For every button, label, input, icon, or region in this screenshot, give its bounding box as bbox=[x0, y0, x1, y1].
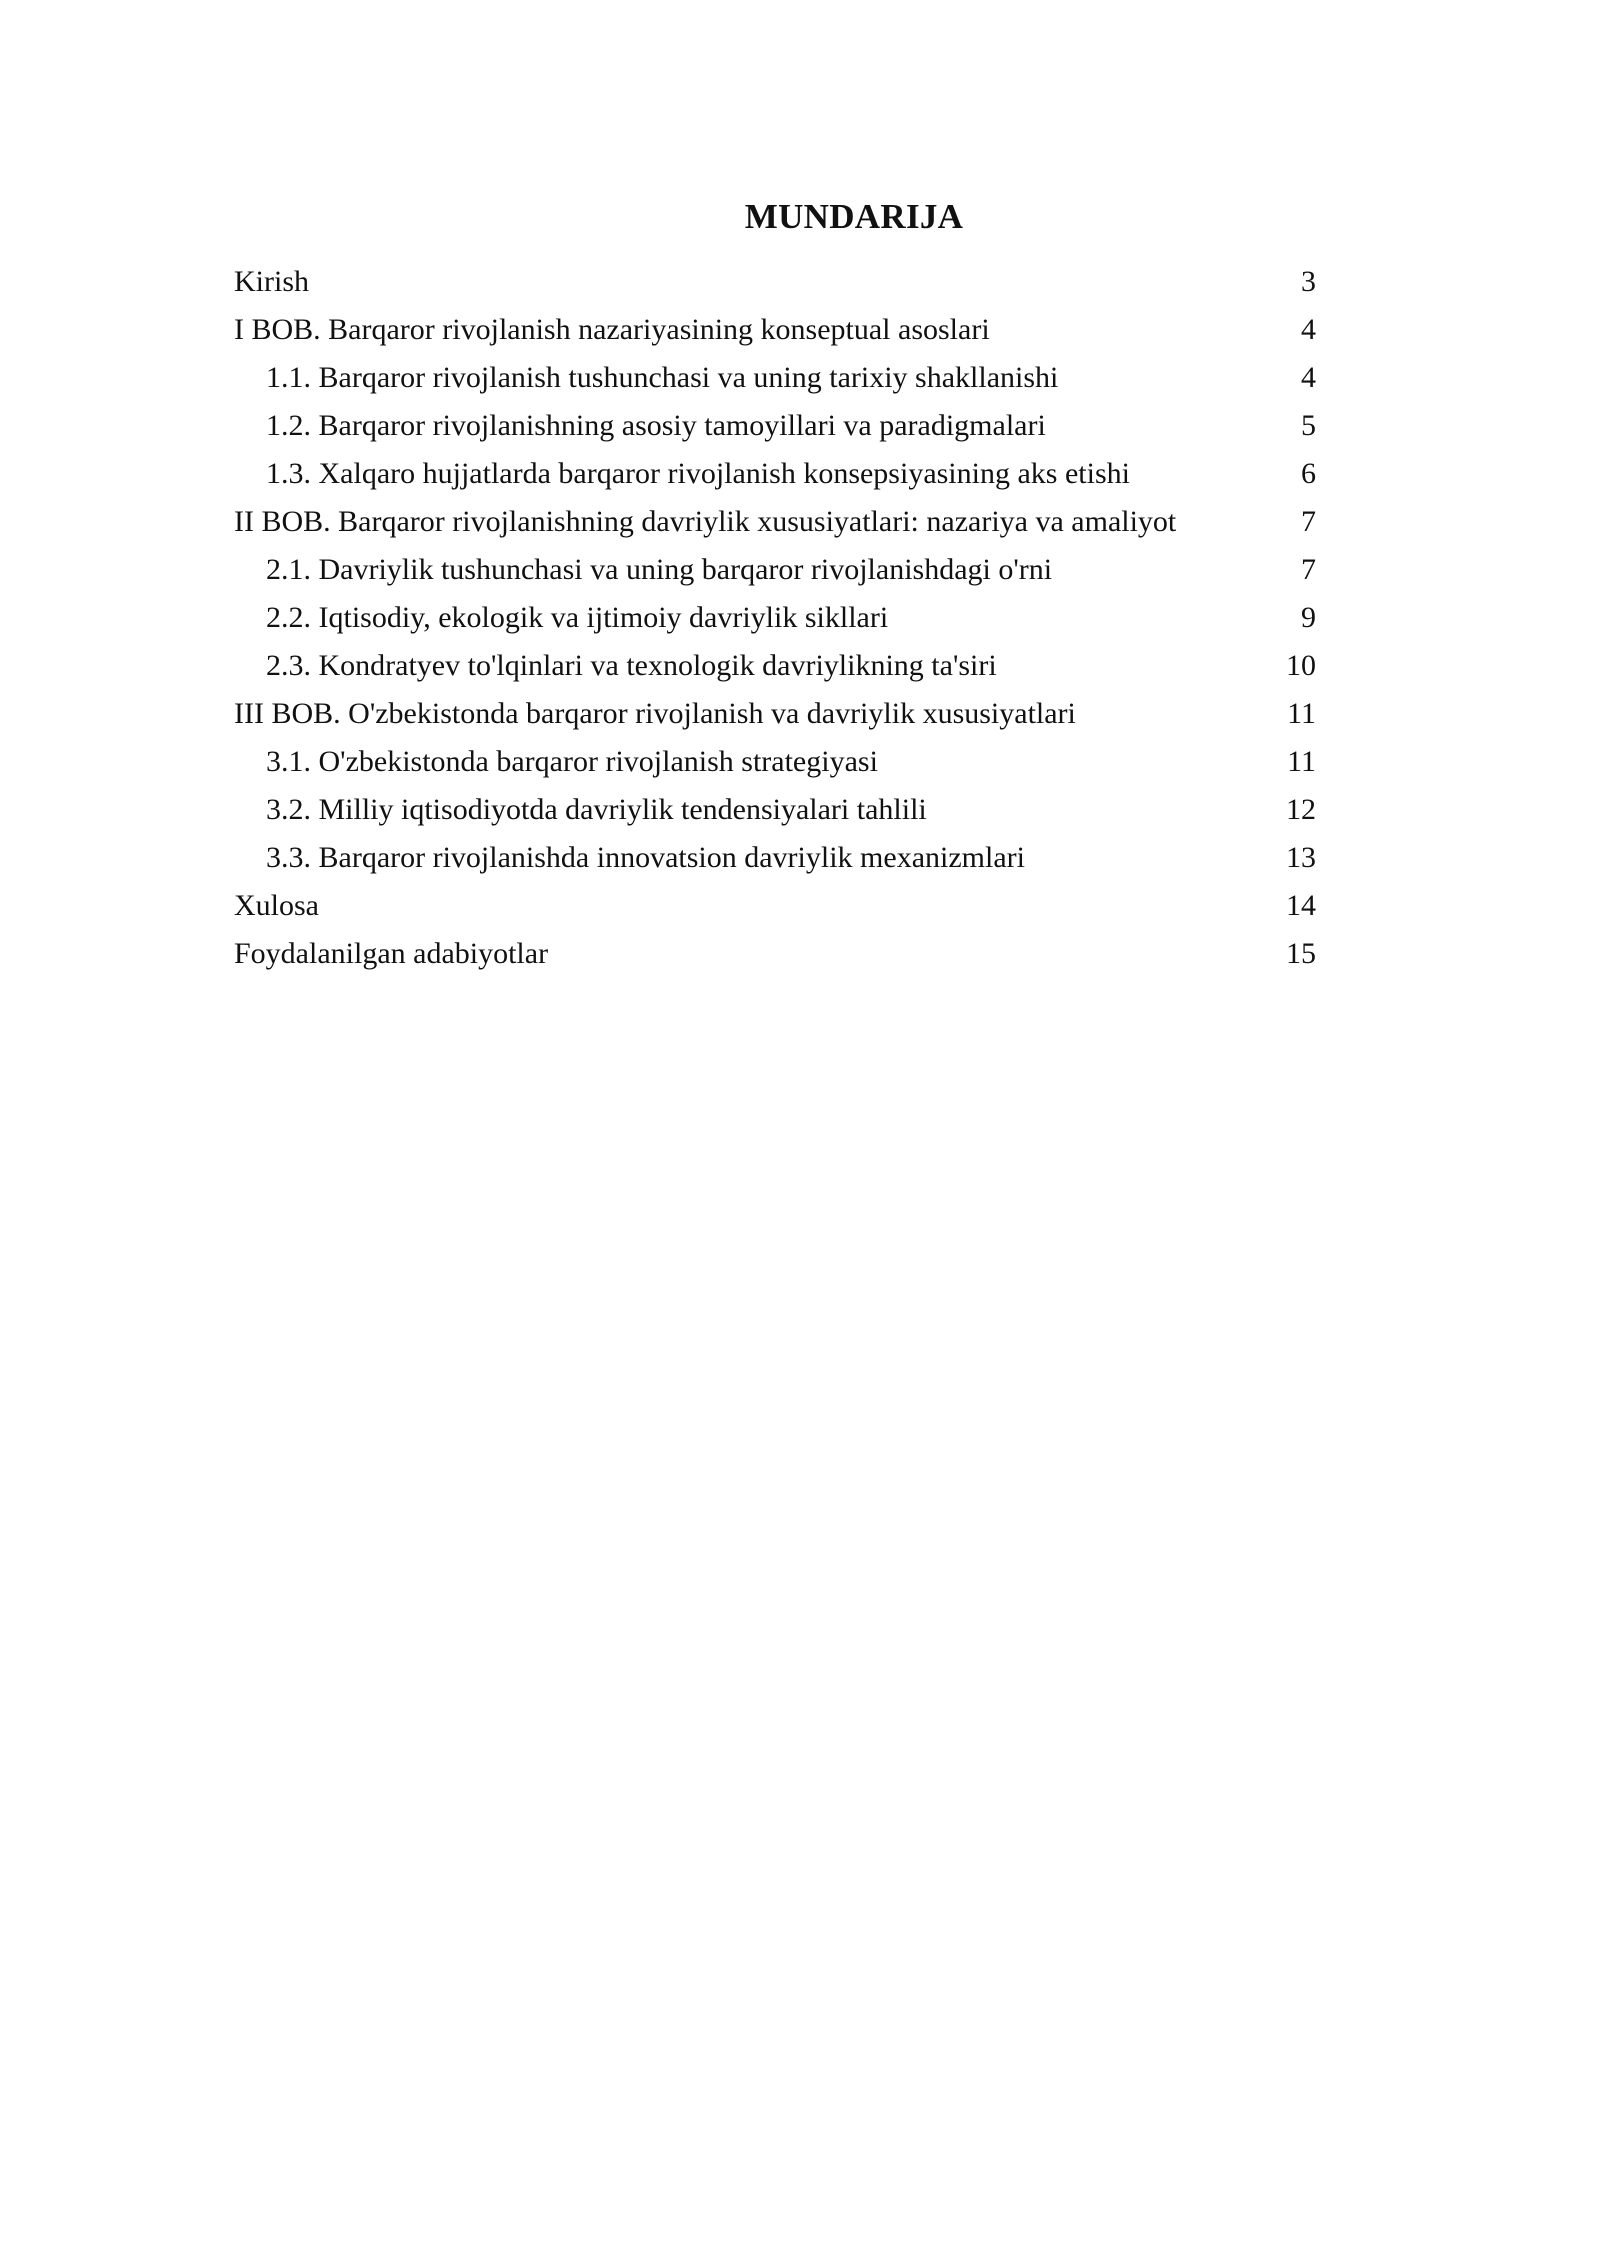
toc-page-number: 14 bbox=[1286, 889, 1316, 922]
toc-subsection-entry[interactable] bbox=[234, 738, 1316, 786]
toc-entry-label: 2.2. Iqtisodiy, ekologik va ijtimoiy davriylik sikllari bbox=[266, 601, 889, 634]
toc-entry-label: II BOB. Barqaror rivojlanishning davriylik xususiyatlari: nazariya va amaliyot bbox=[234, 505, 1177, 538]
toc-subsection-entry[interactable] bbox=[234, 402, 1316, 450]
toc-entry-label: 1.3. Xalqaro hujjatlarda barqaror rivojlanish konsepsiyasining aks etishi bbox=[266, 457, 1130, 490]
toc-subsection-entry[interactable] bbox=[234, 834, 1316, 882]
toc-entry-label: 3.3. Barqaror rivojlanishda innovatsion davriylik mexanizmlari bbox=[266, 841, 1025, 874]
toc-page-number: 11 bbox=[1287, 697, 1316, 730]
toc-page-number: 13 bbox=[1286, 841, 1316, 874]
toc-subsection-entry[interactable] bbox=[234, 594, 1316, 642]
toc-subsection-entry[interactable] bbox=[234, 786, 1316, 834]
toc-page-number: 11 bbox=[1287, 745, 1316, 778]
toc-chapter-entry[interactable] bbox=[234, 690, 1316, 738]
toc-subsection-entry[interactable] bbox=[234, 354, 1316, 402]
toc-page-number: 10 bbox=[1286, 649, 1316, 682]
toc-title: MUNDARIJA bbox=[744, 197, 964, 236]
toc-page-number: 9 bbox=[1301, 601, 1316, 634]
toc-entry-label: Kirish bbox=[234, 265, 309, 298]
toc-page-number: 4 bbox=[1301, 313, 1316, 346]
toc-subsection-entry[interactable] bbox=[234, 642, 1316, 690]
toc-entry-label: III BOB. O'zbekistonda barqaror rivojlanish va davriylik xususiyatlari bbox=[234, 697, 1076, 730]
toc-page-number: 4 bbox=[1301, 361, 1316, 394]
toc-entry-label: 1.1. Barqaror rivojlanish tushunchasi va uning tarixiy shakllanishi bbox=[266, 361, 1059, 394]
toc-chapter-entry[interactable] bbox=[234, 498, 1316, 546]
toc-entry-label: 3.2. Milliy iqtisodiyotda davriylik tendensiyalari tahlili bbox=[266, 793, 927, 826]
toc-entry-label: 2.1. Davriylik tushunchasi va uning barqaror rivojlanishdagi o'rni bbox=[266, 553, 1053, 586]
toc-subsection-entry[interactable] bbox=[234, 450, 1316, 498]
toc-chapter-entry[interactable] bbox=[234, 882, 1316, 930]
toc-page-number: 12 bbox=[1286, 793, 1316, 826]
toc-page-number: 7 bbox=[1301, 553, 1316, 586]
toc-entry-label: 3.1. O'zbekistonda barqaror rivojlanish strategiyasi bbox=[266, 745, 878, 778]
toc-entry-label: I BOB. Barqaror rivojlanish nazariyasining konseptual asoslari bbox=[234, 313, 990, 346]
toc-page-number: 3 bbox=[1301, 265, 1316, 298]
toc-page-number: 15 bbox=[1286, 937, 1316, 970]
toc-page-number: 5 bbox=[1301, 409, 1316, 442]
table-of-contents bbox=[234, 258, 1316, 978]
toc-entry-label: 1.2. Barqaror rivojlanishning asosiy tamoyillari va paradigmalari bbox=[266, 409, 1046, 442]
toc-chapter-entry[interactable] bbox=[234, 258, 1316, 306]
toc-entry-label: 2.3. Kondratyev to'lqinlari va texnologik davriylikning ta'siri bbox=[266, 649, 997, 682]
toc-entry-label: Foydalanilgan adabiyotlar bbox=[234, 937, 549, 970]
toc-subsection-entry[interactable] bbox=[234, 546, 1316, 594]
toc-chapter-entry[interactable] bbox=[234, 306, 1316, 354]
toc-entry-label: Xulosa bbox=[234, 889, 319, 922]
toc-chapter-entry[interactable] bbox=[234, 930, 1316, 978]
toc-page-number: 7 bbox=[1301, 505, 1316, 538]
toc-page-number: 6 bbox=[1301, 457, 1316, 490]
